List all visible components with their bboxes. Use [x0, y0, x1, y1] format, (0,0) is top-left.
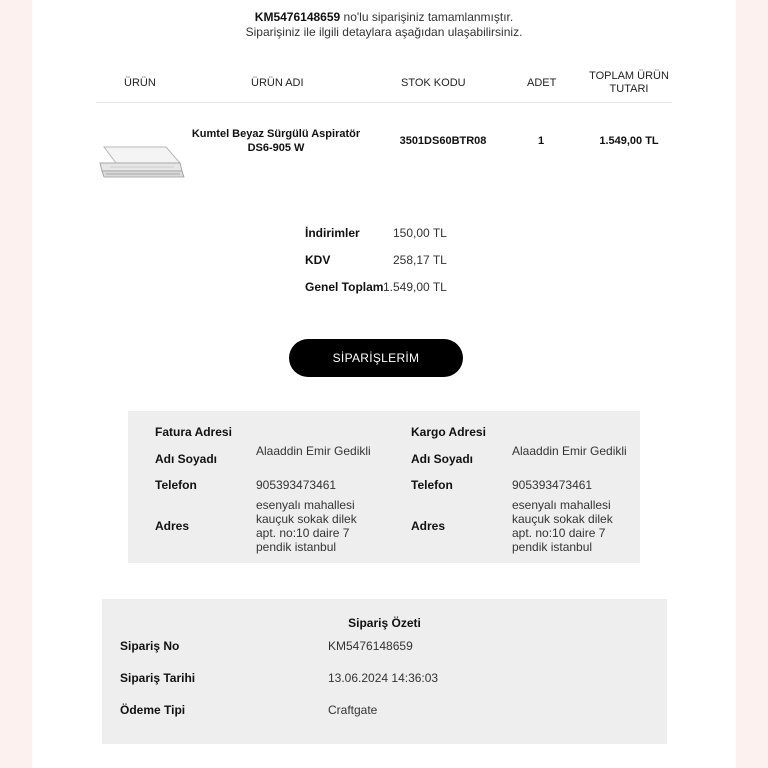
- billing-phone: 905393473461: [256, 478, 337, 492]
- vat-value: 258,17 TL: [393, 253, 447, 267]
- summary-title: Sipariş Özeti: [348, 616, 421, 630]
- table-row: [96, 103, 672, 203]
- shipping-phone-label: Telefon: [411, 478, 453, 492]
- billing-title: Fatura Adresi: [155, 425, 232, 439]
- my-orders-button[interactable]: SİPARİŞLERİM: [289, 339, 463, 377]
- order-no-value: KM5476148659: [328, 639, 413, 653]
- discounts-label: İndirimler: [305, 226, 360, 240]
- header-product-name: ÜRÜN ADI: [251, 77, 304, 89]
- address-box: [128, 411, 640, 563]
- details-text: Siparişiniz ile ilgili detaylara aşağıdan ulaşabilirsiniz.: [245, 25, 523, 39]
- billing-address-text: esenyalı mahallesi kauçuk sokak dilek apt. no:10 daire 7 pendik istanbul: [256, 498, 357, 554]
- order-date-label: Sipariş Tarihi: [120, 671, 196, 685]
- header-quantity: ADET: [527, 77, 557, 89]
- billing-name-label: Adı Soyadı: [155, 452, 218, 466]
- order-items-table: [96, 62, 672, 203]
- billing-address-label: Adres: [155, 519, 190, 533]
- quantity: 1: [537, 135, 545, 147]
- table-header: [96, 62, 672, 103]
- range-hood-image: [96, 141, 186, 181]
- header-stock-code: STOK KODU: [401, 77, 466, 89]
- order-number: KM5476148659: [254, 10, 341, 24]
- grand-total-value: 1.549,00 TL: [383, 280, 447, 294]
- completion-text: no'lu siparişiniz tamamlanmıştır.: [340, 10, 514, 24]
- billing-address: [128, 411, 384, 563]
- stock-code: 3501DS60BTR08: [399, 135, 487, 147]
- shipping-address-label: Adres: [411, 519, 446, 533]
- email-content: [32, 0, 736, 768]
- header-product: ÜRÜN: [124, 77, 156, 89]
- grand-total-label: Genel Toplam: [305, 280, 384, 294]
- line-total: 1.549,00 TL: [599, 135, 659, 147]
- order-no-label: Sipariş No: [120, 639, 180, 653]
- product-name[interactable]: Kumtel Beyaz Sürgülü Aspiratör DS6-905 W: [191, 128, 361, 154]
- shipping-name-label: Adı Soyadı: [411, 452, 474, 466]
- billing-phone-label: Telefon: [155, 478, 197, 492]
- shipping-address: [384, 411, 640, 563]
- shipping-address-text: esenyalı mahallesi kauçuk sokak dilek apt. no:10 daire 7 pendik istanbul: [512, 498, 613, 554]
- payment-type-value: Craftgate: [328, 703, 378, 717]
- order-date-value: 13.06.2024 14:36:03: [328, 671, 439, 685]
- payment-type-label: Ödeme Tipi: [120, 703, 186, 717]
- shipping-title: Kargo Adresi: [411, 425, 486, 439]
- header-total: TOPLAM ÜRÜN TUTARI: [589, 70, 669, 95]
- vat-label: KDV: [305, 253, 331, 267]
- discounts-value: 150,00 TL: [393, 226, 447, 240]
- shipping-name: Alaaddin Emir Gedikli: [512, 444, 627, 458]
- shipping-phone: 905393473461: [512, 478, 593, 492]
- order-summary: [102, 599, 667, 744]
- billing-name: Alaaddin Emir Gedikli: [256, 444, 371, 458]
- order-intro: [32, 10, 736, 40]
